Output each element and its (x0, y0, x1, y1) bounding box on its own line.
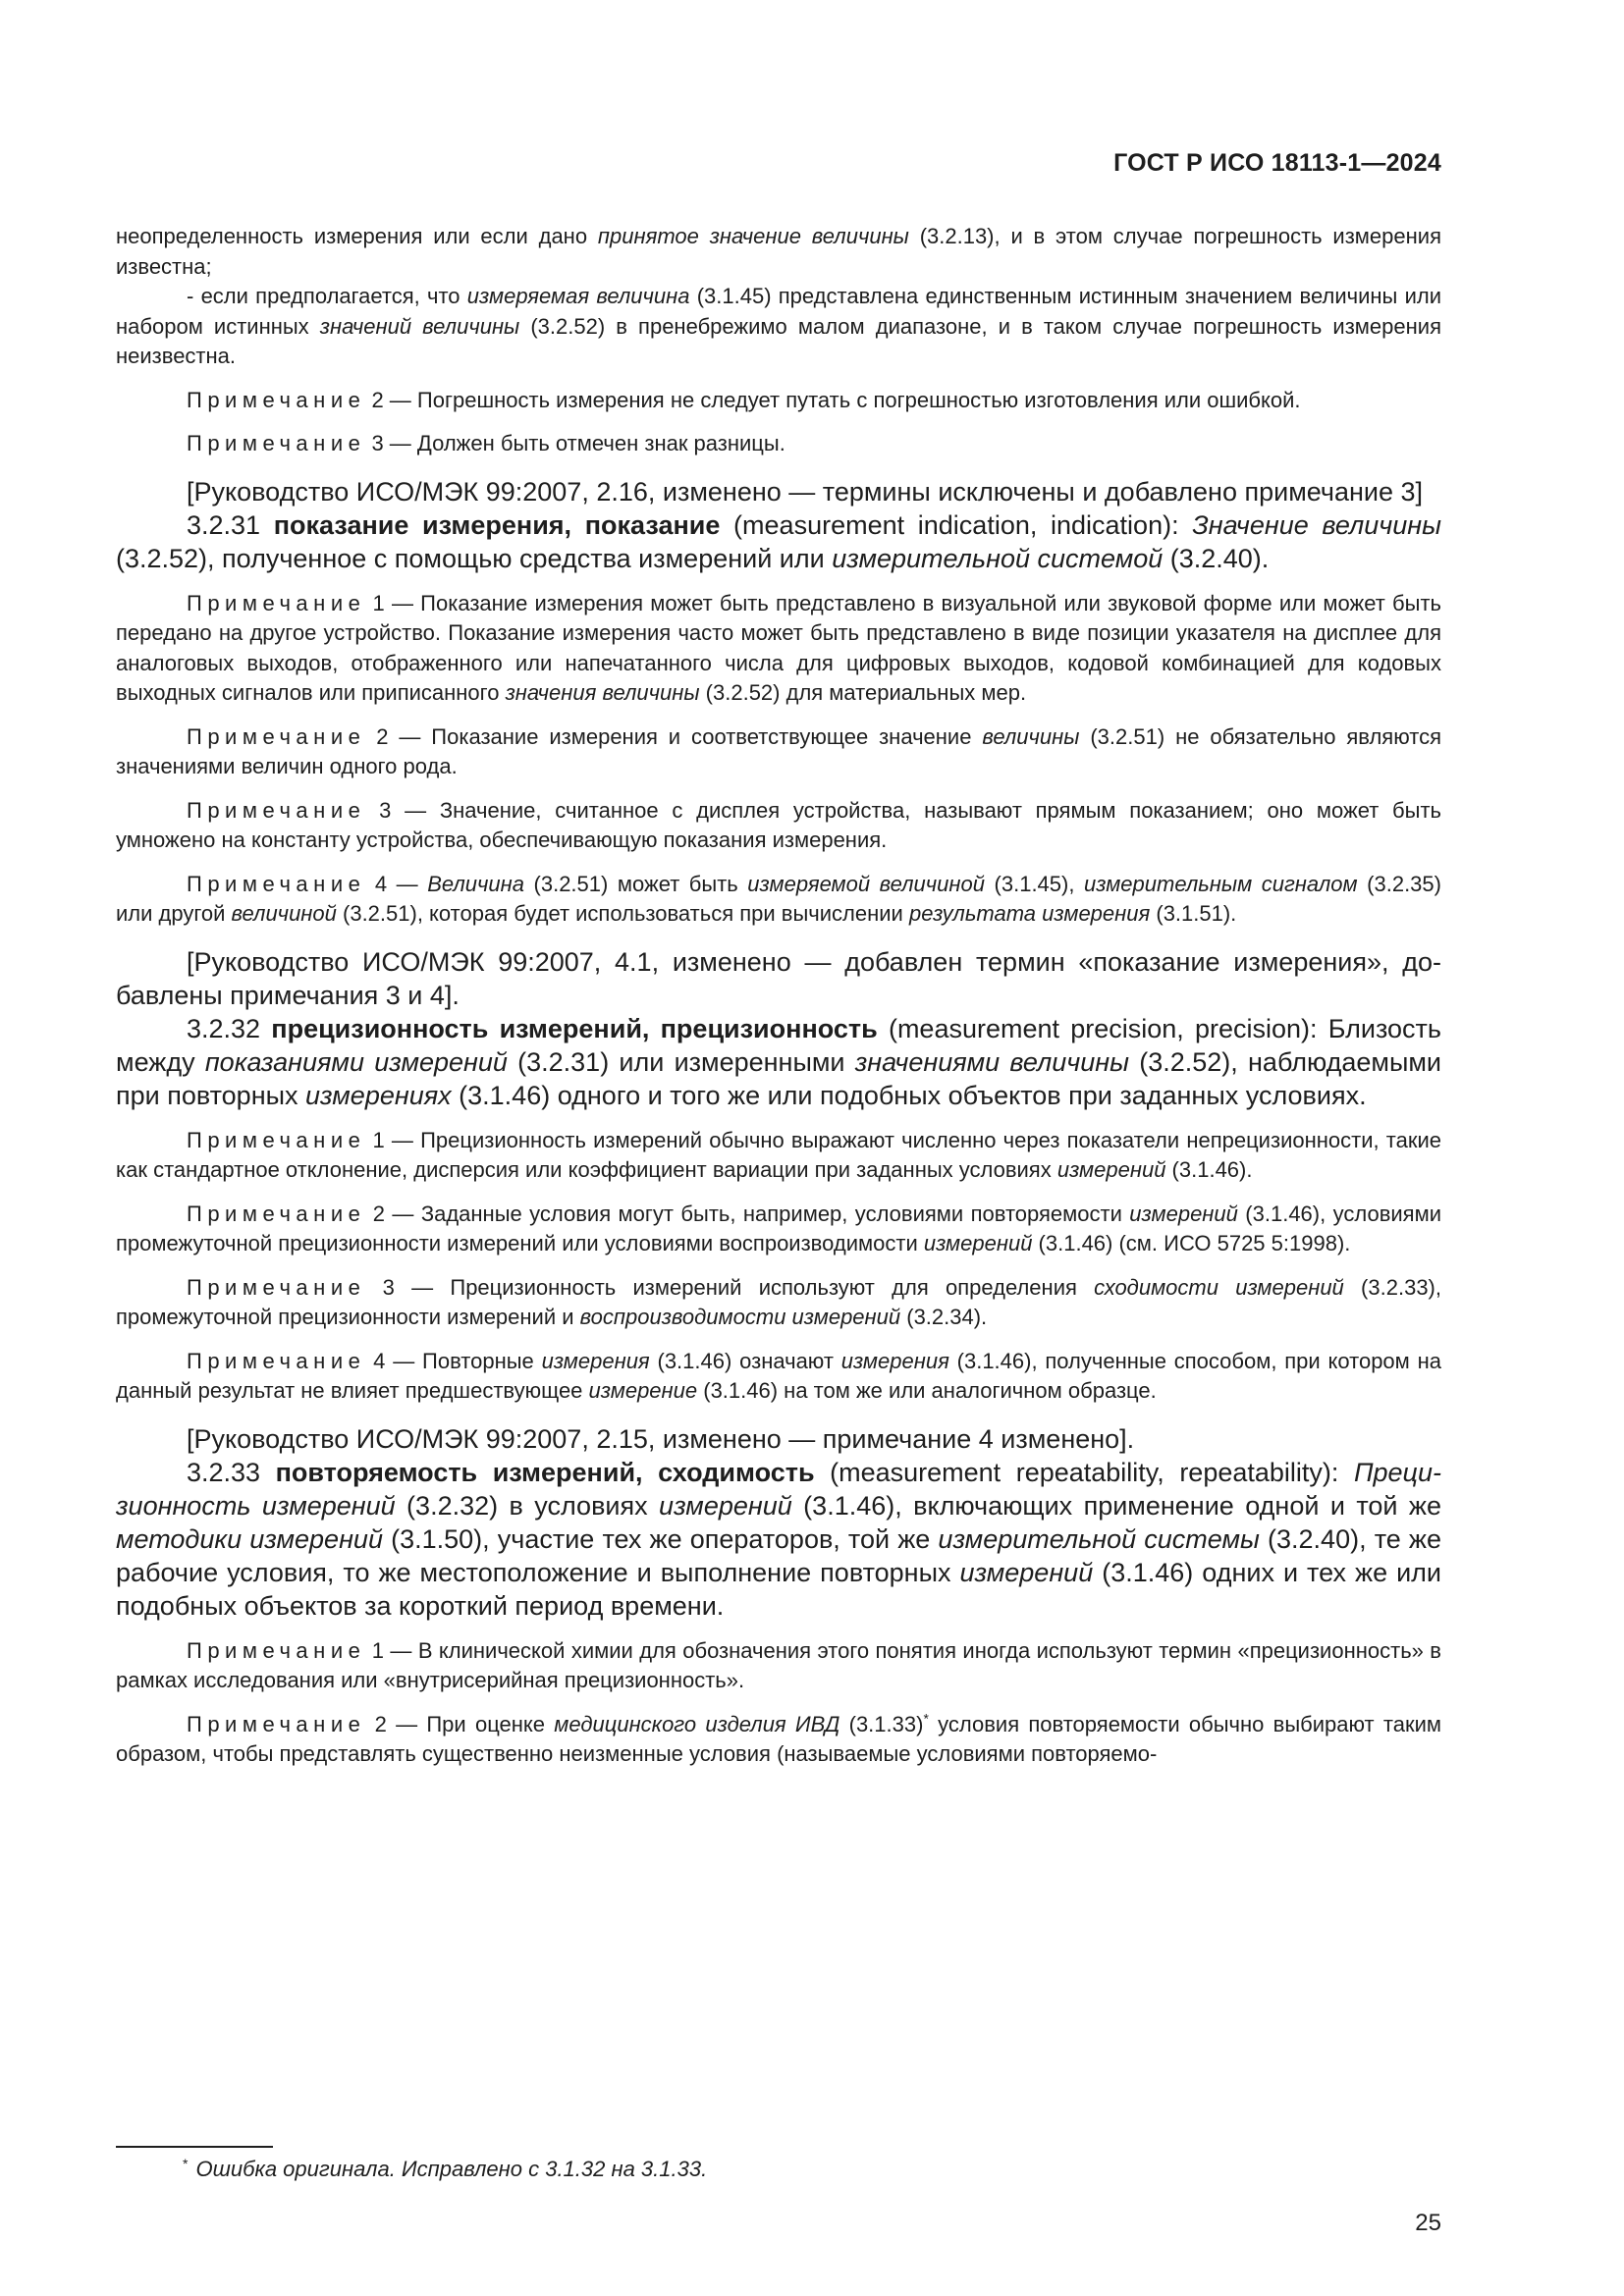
source-reference: [Руководство ИСО/МЭК 99:2007, 4.1, изменено — добавлен термин «показание измерения», добавлены примечания 3 и 4]. (116, 946, 1441, 1010)
note: Примечание 2 — Погрешность измерения не следует путать с погрешностью изготовления или ошибкой. (187, 387, 1301, 412)
note: Примечание 2 — Заданные условия могут быть, например, условиями повторяемости измерений (3.1.46), условиями промежуточной прецизионности измерений или условиями воспроизводимости измерений (3.1.46) (см. ИСО 5725 5:1998). (116, 1201, 1442, 1255)
document-header: ГОСТ Р ИСО 18113-1—2024 (1113, 149, 1441, 177)
source-reference: [Руководство ИСО/МЭК 99:2007, 2.16, изменено — термины исключены и добавлено примечание 3] (187, 476, 1423, 507)
note: Примечание 3 — Прецизионность измерений используют для определения сходимости измерений (3.2.33), промежуточной прецизионности измерений и воспроизводимости измерений (3.2.34). (116, 1274, 1441, 1329)
page-number: 25 (1415, 2210, 1441, 2236)
footnote-divider (116, 2146, 273, 2148)
note: Примечание 4 — Величина (3.2.51) может быть измеряемой величиной (3.1.45), измерительным сигналом (3.2.35) или другой величиной (3.2.51), которая будет использоваться при вычислении результата измерения (3.1.51). (116, 871, 1441, 926)
page-body (116, 222, 1441, 1770)
note: Примечание 3 — Должен быть отмечен знак разницы. (187, 431, 785, 455)
list-item: - если предполагается, что измеряемая величина (3.1.45) представлена единственным истинным значением величины или набором истинных значений величины (3.2.52) в пренебрежимо малом диапазоне, и в таком случае погрешность измерения неизвестна. (116, 284, 1441, 368)
paragraph-continuation: неопределенность измерения или если дано принятое значение величины (3.2.13), и в этом случае погрешность измерения известна; (116, 224, 1441, 279)
footnote-mark: * (183, 2155, 189, 2171)
note: Примечание 4 — Повторные измерения (3.1.46) означают измерения (3.1.46), полученные способом, при котором на данный результат не влияет предшествующее измерение (3.1.46) на том же или аналогичном образце. (116, 1348, 1441, 1403)
note: Примечание 2 — Показание измерения и соответствующее значение величины (3.2.51) не обязательно являются значениями величин одного рода. (116, 723, 1441, 778)
source-reference: [Руководство ИСО/МЭК 99:2007, 2.15, изменено — примечание 4 изменено]. (187, 1423, 1135, 1454)
note: Примечание 1 — В клинической химии для обозначения этого понятия иногда используют термин «прецизионность» в рамках исследования или «внутрисерийная прецизионность». (116, 1637, 1441, 1692)
term-definition: 3.2.32 прецизионность измерений, прецизионность (measurement precision, precision): Близость между показаниями измерений (3.2.31) или измеренными значениями величины (3.2.52), наблюдаемыми при повторных измерениях (3.1.46) одного и того же или подобных объектов при заданных условиях. (116, 1013, 1442, 1110)
note: Примечание 2 — При оценке медицинского изделия ИВД (3.1.33)* условия повторяемости обычно выбирают таким образом, чтобы представлять существенно неизменные условия (называемые условиями повторяемо- (116, 1710, 1441, 1766)
term-definition: 3.2.33 повторяемость измерений, сходимость (measurement repeatability, repeatability): Прецизионность измерений (3.2.32) в условиях измерений (3.1.46), включающих применение одной и той же методики измерений (3.1.50), участие тех же операторов, той же измерительной системы (3.2.40), те же рабочие условия, то же местоположение и выполнение повторных измерений (3.1.46) одних и тех же или подобных объектов за короткий период времени. (116, 1457, 1442, 1621)
footnote-marker: * (923, 1710, 929, 1727)
note: Примечание 1 — Показание измерения может быть представлено в визуальной или звуковой форме или может быть передано на другое устройство. Показание измерения часто может быть представлено в виде позиции указателя на дисплее для аналоговых выходов, отображенного или напечатанного числа для цифровых выходов, кодовой комбинацией для кодовых выходных сигналов или приписанного значения величины (3.2.52) для материальных мер. (116, 590, 1441, 705)
footnote-text: Ошибка оригинала. Исправлено с 3.1.32 на 3.1.33. (195, 2157, 708, 2181)
footnote (183, 2155, 707, 2184)
term-definition: 3.2.31 показание измерения, показание (measurement indication, indication): Значение величины (3.2.52), полученное с помощью средства измерений или измерительной системой (3.2.40). (116, 509, 1441, 573)
note: Примечание 1 — Прецизионность измерений обычно выражают численно через показатели непрецизионности, такие как стандартное отклонение, дисперсия или коэффициент вариации при заданных условиях измерений (3.1.46). (116, 1127, 1441, 1182)
note: Примечание 3 — Значение, считанное с дисплея устройства, называют прямым показанием; оно может быть умножено на константу устройства, обеспечивающую показания измерения. (116, 797, 1441, 852)
